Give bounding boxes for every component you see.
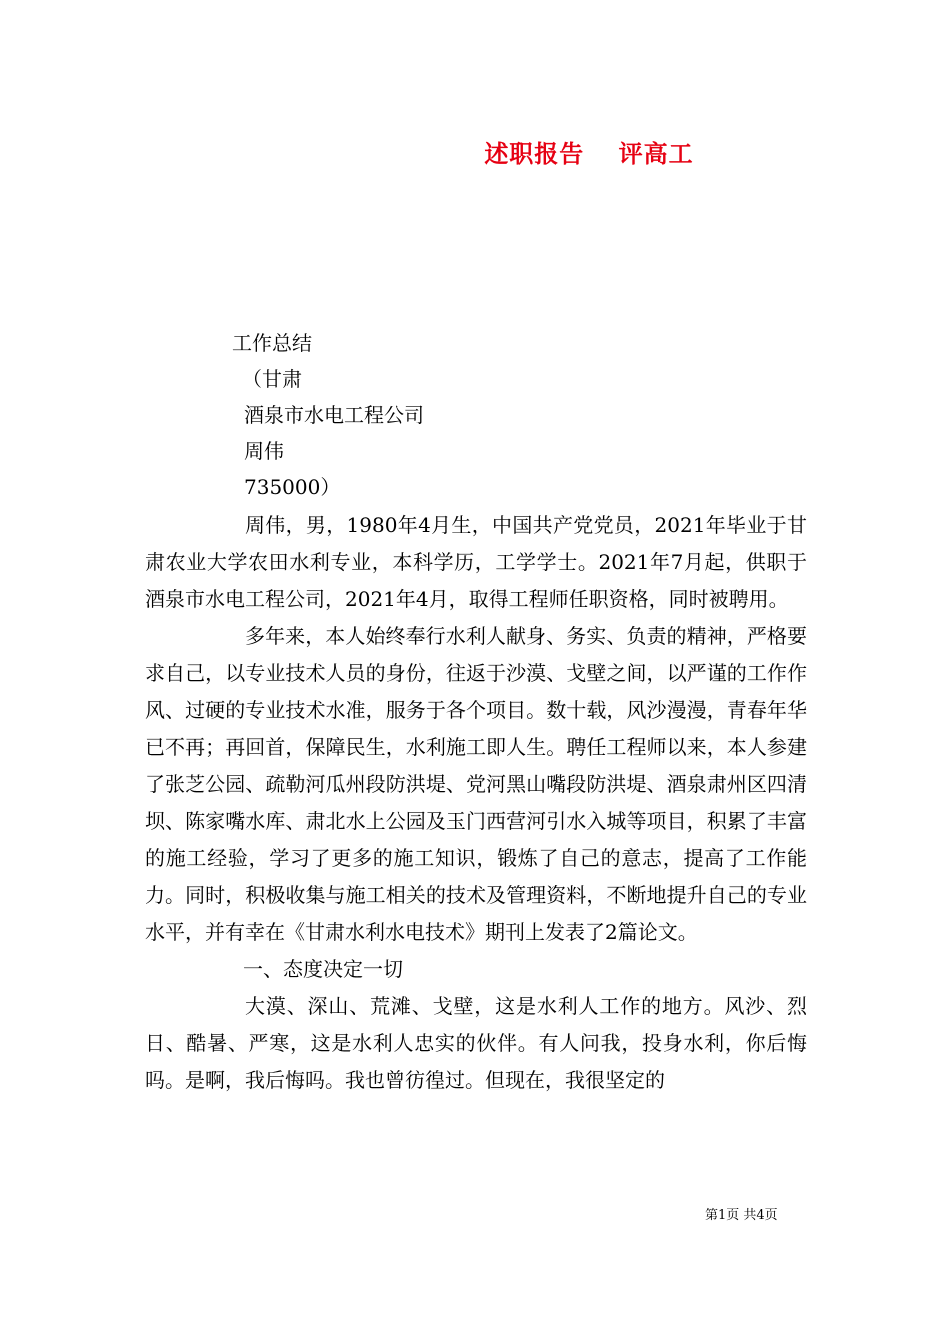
header-line-postcode: 735000） xyxy=(244,475,341,499)
document-title: 述职报告 评高工 xyxy=(484,139,694,168)
paragraph-experience: 多年来，本人始终奉行水利人献身、务实、负责的精神，严格要求自己，以专业技术人员的身份，往返于沙漠、戈壁之间，以严谨的工作作风、过硬的专业技术水准，服务于各个项目。数十载，风沙漫漫，青春年华已不再；再回首，保障民生，水利施工即人生。聘任工程师以来，本人参建了张芝公园、疏勒河瓜州段防洪堤、党河黑山嘴段防洪堤、酒泉肃州区四清坝、陈家嘴水库、肃北水上公园及玉门西营河引水入城等项目，积累了丰富的施工经验，学习了更多的施工知识，锻炼了自己的意志，提高了工作能力。同时，积极收集与施工相关的技术及管理资料，不断地提升自己的专业水平，并有幸在《甘肃水利水电技术》期刊上发表了2篇论文。 xyxy=(145,624,807,944)
paragraph-section-1: 大漠、深山、荒滩、戈壁，这是水利人工作的地方。风沙、烈日、酷暑、严寒，这是水利人忠实的伙伴。有人问我，投身水利，你后悔吗。是啊，我后悔吗。我也曾彷徨过。但现在，我很坚定的 xyxy=(145,994,807,1092)
header-line-author: 周伟 xyxy=(244,439,284,463)
header-block xyxy=(232,325,424,505)
section-heading: 一、态度决定一切 xyxy=(243,957,403,981)
body-text xyxy=(145,507,807,1099)
header-line-province: （甘肃 xyxy=(242,367,302,391)
page-footer: 第1页 共4页 xyxy=(705,1208,778,1223)
header-line-company: 酒泉市水电工程公司 xyxy=(244,403,424,427)
header-line-summary: 工作总结 xyxy=(232,331,312,355)
paragraph-intro: 周伟，男，1980年4月生，中国共产党党员，2021年毕业于甘肃农业大学农田水利专业，本科学历，工学学士。2021年7月起，供职于酒泉市水电工程公司，2021年4月，取得工程师任职资格，同时被聘用。 xyxy=(145,513,807,611)
